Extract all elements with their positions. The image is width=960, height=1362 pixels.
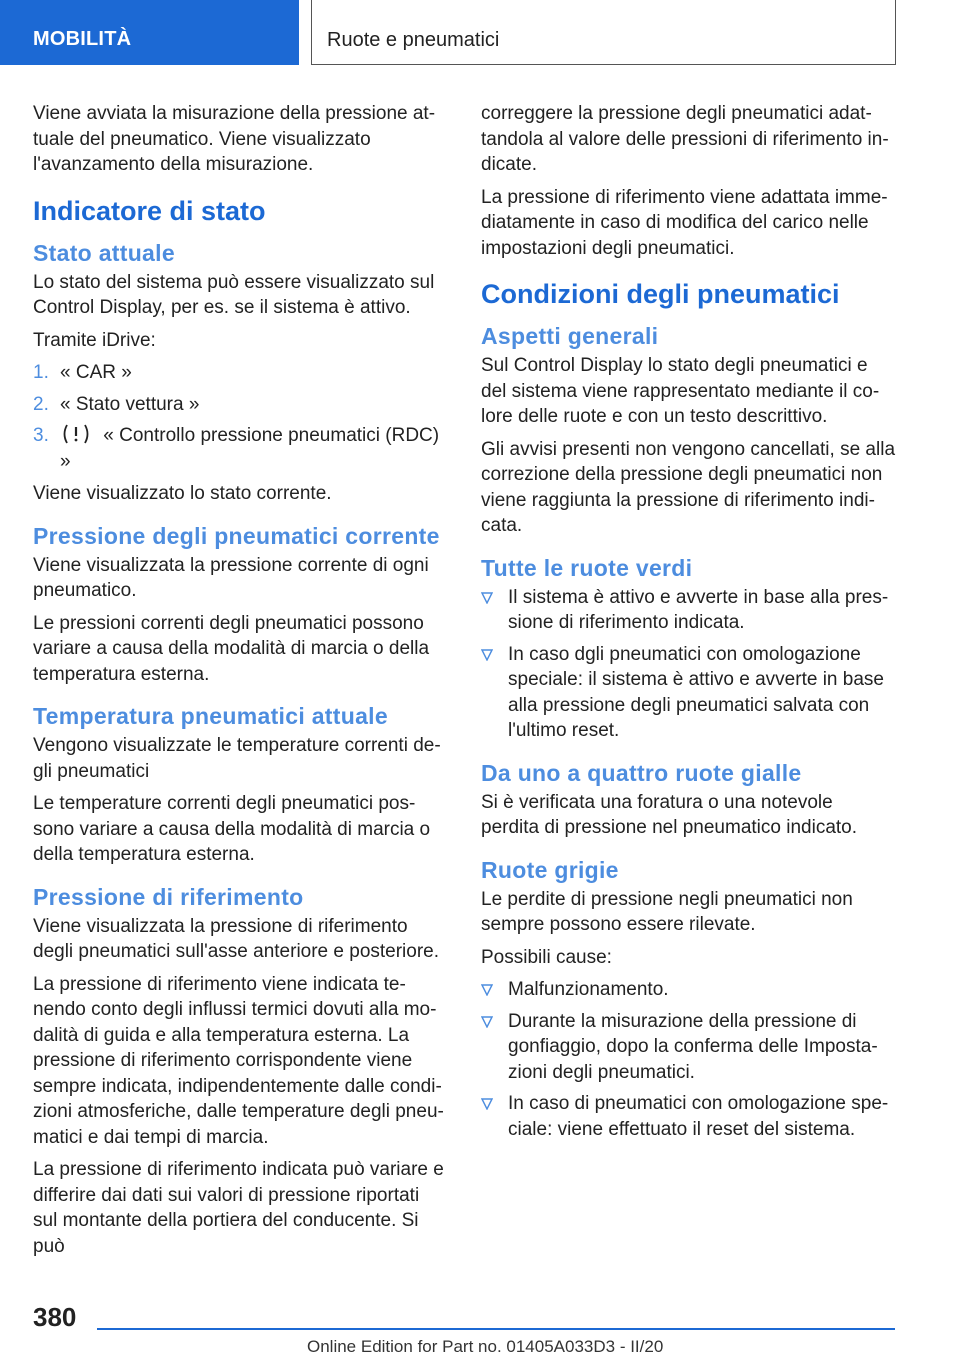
step-number: 1. xyxy=(33,362,49,383)
page-number: 380 xyxy=(33,1302,77,1332)
heading-pressione-corrente: Pressione degli pneumatici corrente xyxy=(33,522,440,549)
paragraph: Si è verificata una foratura o una notevole perdita di pressione nel pneumatico indicato. xyxy=(481,791,858,838)
chapter-title: Ruote e pneumatici xyxy=(311,0,896,65)
list-item xyxy=(33,360,448,386)
bullet-text: Durante la misurazione della pressione di gonfiaggio, dopo la conferma delle Impostazioni degli pneumatici. xyxy=(508,1010,878,1083)
paragraph: Viene visualizzato lo stato corrente. xyxy=(33,483,332,504)
paragraph: Sul Control Display lo stato degli pneumatici e del sistema viene rappresentato mediante il colore delle ruote e con un testo descrittivo. xyxy=(481,355,880,427)
paragraph: Lo stato del sistema può essere visualizzato sul Control Display, per es. se il sistema è attivo. xyxy=(33,271,435,318)
list-item xyxy=(481,642,896,744)
right-column xyxy=(481,101,896,1149)
edition-footer: Online Edition for Part no. 01405A033D3 - II/20 xyxy=(307,1337,664,1356)
heading-indicatore: Indicatore di stato xyxy=(33,195,266,226)
verdi-list xyxy=(481,585,896,744)
triangle-bullet-icon xyxy=(481,1016,493,1028)
heading-stato-attuale: Stato attuale xyxy=(33,239,175,266)
list-item xyxy=(33,423,448,474)
paragraph: Viene visualizzata la pressione di riferimento degli pneumatici sull'asse anteriore e posteriore. xyxy=(33,915,440,962)
tire-pressure-warning-icon xyxy=(60,423,92,445)
heading-condizioni: Condizioni degli pneumatici xyxy=(481,279,840,309)
section-tab: MOBILITÀ xyxy=(0,0,299,65)
step-number: 3. xyxy=(33,425,49,446)
paragraph: Tramite iDrive: xyxy=(33,329,156,351)
paragraph: Le perdite di pressione negli pneumatici non sempre possono essere rilevate. xyxy=(481,888,853,935)
step-text: « Stato vettura » xyxy=(60,393,200,415)
bullet-text: Il sistema è attivo e avverte in base alla pressione di riferimento indicata. xyxy=(508,586,889,633)
bullet-text: In caso di pneumatici con omologazione speciale: viene effettuato il reset del sistema. xyxy=(508,1093,889,1140)
grigie-list xyxy=(481,977,896,1142)
paragraph: Le temperature correnti degli pneumatici possono variare a causa della modalità di marcia o della temperatura esterna. xyxy=(33,793,431,865)
heading-ruote-verdi: Tutte le ruote verdi xyxy=(481,554,693,581)
list-item xyxy=(481,1091,896,1142)
paragraph: Possibili cause: xyxy=(481,946,612,968)
idrive-steps xyxy=(33,360,448,474)
step-text: « CAR » xyxy=(60,362,132,383)
bullet-text: In caso dgli pneumatici con omologazione speciale: il sistema è attivo e avverte in base alla pressione degli pneumatici salvata con l'ultimo reset. xyxy=(508,643,884,741)
heading-temperatura: Temperatura pneumatici attuale xyxy=(33,703,388,729)
step-text: « Controllo pressione pneumatici (RDC) » xyxy=(60,425,440,472)
paragraph: Viene avviata la misurazione della pressione attuale del pneumatico. Viene visualizzato l'avanzamento della misurazione. xyxy=(33,103,436,175)
paragraph: correggere la pressione degli pneumatici adattandola al valore delle pressioni di riferimento indicate. xyxy=(481,103,889,175)
triangle-bullet-icon xyxy=(481,649,493,661)
step-number: 2. xyxy=(33,393,49,415)
paragraph: Viene visualizzata la pressione corrente di ogni pneumatico. xyxy=(33,554,429,601)
heading-aspetti-generali: Aspetti generali xyxy=(481,323,659,349)
triangle-bullet-icon xyxy=(481,1098,493,1110)
left-column xyxy=(33,101,448,1266)
triangle-bullet-icon xyxy=(481,592,493,604)
paragraph: La pressione di riferimento indicata può variare e differire dai dati sui valori di pressione riportati sul montante della portiera del conducente. Si può xyxy=(33,1159,444,1257)
paragraph: La pressione di riferimento viene indicata tenendo conto degli influssi termici dovuti alla modalità di guida e alla temperatura esterna. La pressione di riferimento corrispondente viene sempre indicata, indipendentemente dalle condizioni atmosferiche, dalle temperature degli pneumatici e dai tempi di marcia. xyxy=(33,973,444,1148)
bullet-text: Malfunzionamento. xyxy=(508,979,669,1000)
list-item xyxy=(33,392,448,418)
paragraph: La pressione di riferimento viene adattata immediatamente in caso di modifica del carico nelle impostazioni degli pneumatici. xyxy=(481,186,888,259)
heading-pressione-riferimento: Pressione di riferimento xyxy=(33,883,304,910)
paragraph: Vengono visualizzate le temperature correnti degli pneumatici xyxy=(33,735,441,782)
paragraph: Gli avvisi presenti non vengono cancellati, se alla correzione della pressione degli pneumatici non viene raggiunta la pressione di riferimento indicata. xyxy=(481,438,896,536)
list-item xyxy=(481,1009,896,1086)
triangle-bullet-icon xyxy=(481,984,493,996)
footer-divider xyxy=(97,1328,895,1330)
heading-ruote-grigie: Ruote grigie xyxy=(481,856,619,883)
list-item xyxy=(481,585,896,636)
paragraph: Le pressioni correnti degli pneumatici possono variare a causa della modalità di marcia o della temperatura esterna. xyxy=(33,612,430,685)
list-item xyxy=(481,977,896,1003)
heading-ruote-gialle: Da uno a quattro ruote gialle xyxy=(481,759,802,786)
